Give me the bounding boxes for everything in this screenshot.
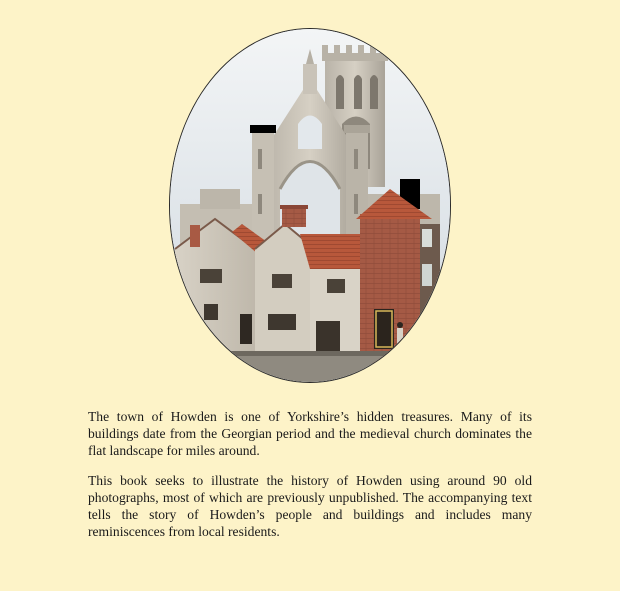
street	[170, 354, 451, 383]
blurb-paragraph-1: The town of Howden is one of Yorkshire’s hidden treasures. Many of its buildings date from the Georgian period and the medieval church dominates the flat landscape for miles around.	[88, 409, 532, 458]
back-cover-blurb	[88, 408, 532, 553]
blurb-paragraph-2: This book seeks to illustrate the history of Howden using around 90 old photographs, most of which are previously unpublished. The accompanying text tells the story of Howden’s people and buildings and includes many reminiscences from local residents.	[88, 473, 532, 539]
cover-photograph-oval	[169, 28, 451, 383]
howden-minster-photograph	[170, 29, 451, 383]
